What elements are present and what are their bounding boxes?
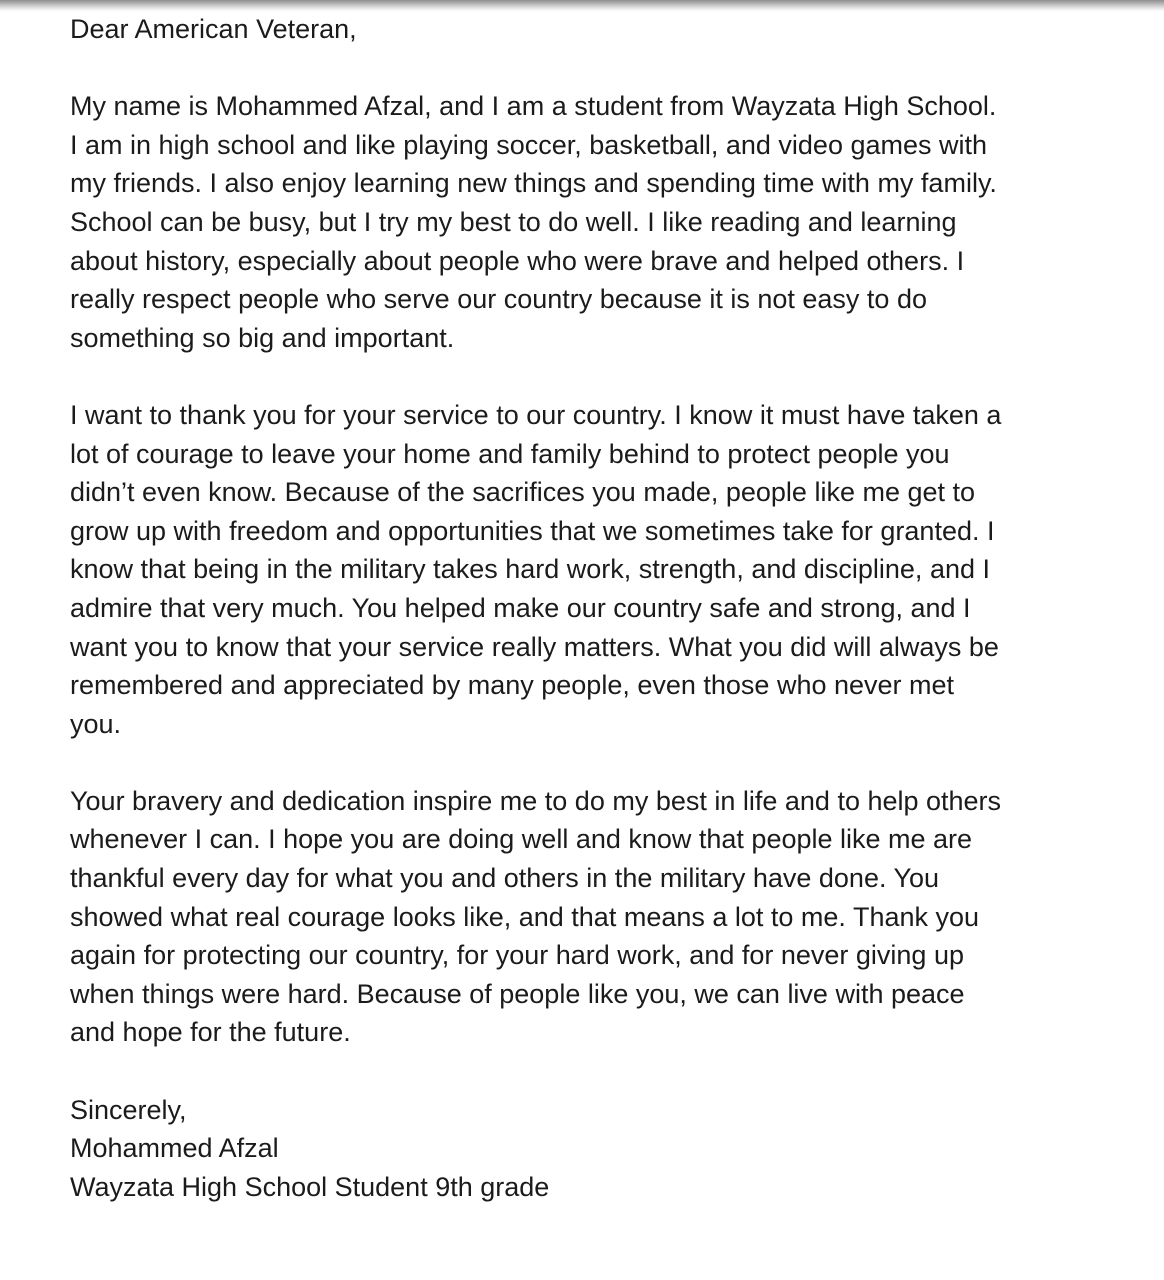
paragraph-line: and hope for the future. <box>70 1017 351 1048</box>
paragraph-line: whenever I can. I hope you are doing well and know that people like me are <box>70 824 973 855</box>
paragraph-line: didn’t even know. Because of the sacrifices you made, people like me get to <box>70 477 976 508</box>
closing-line: Sincerely, <box>70 1094 187 1125</box>
paragraph-line: School can be busy, but I try my best to do well. I like reading and learning <box>70 206 957 237</box>
paragraph-thanks <box>70 396 1098 743</box>
paragraph-line: know that being in the military takes hard work, strength, and discipline, and I <box>70 554 990 585</box>
paragraph-line: showed what real courage looks like, and that means a lot to me. Thank you <box>70 901 980 932</box>
paragraph-intro <box>70 87 1098 357</box>
paragraph-line: grow up with freedom and opportunities that we sometimes take for granted. I <box>70 515 995 546</box>
paragraph-line: admire that very much. You helped make our country safe and strong, and I <box>70 592 971 623</box>
salutation-line: Dear American Veteran, <box>70 14 357 44</box>
paragraph-line: when things were hard. Because of people like you, we can live with peace <box>70 978 965 1009</box>
paragraph-line: again for protecting our country, for your hard work, and for never giving up <box>70 940 964 971</box>
paragraph-line: about history, especially about people who were brave and helped others. I <box>70 245 965 276</box>
paragraph-line: Your bravery and dedication inspire me to do my best in life and to help others <box>70 785 1002 816</box>
paragraph-line: I am in high school and like playing soccer, basketball, and video games with <box>70 129 988 160</box>
paragraph-line: want you to know that your service really matters. What you did will always be <box>70 631 999 662</box>
signature-name: Mohammed Afzal <box>70 1133 279 1164</box>
signature-block <box>70 1091 1098 1207</box>
paragraph-line: something so big and important. <box>70 322 455 353</box>
paragraph-line: remembered and appreciated by many people, even those who never met <box>70 670 955 701</box>
paragraph-line: really respect people who serve our country because it is not easy to do <box>70 284 927 315</box>
paragraph-line: you. <box>70 708 122 739</box>
paragraph-line: thankful every day for what you and others in the military have done. You <box>70 863 940 894</box>
paragraph-line: my friends. I also enjoy learning new things and spending time with my family. <box>70 168 997 199</box>
signature-title: Wayzata High School Student 9th grade <box>70 1171 550 1202</box>
paragraph-line: I want to thank you for your service to our country. I know it must have taken a <box>70 399 1002 430</box>
paragraph-inspiration <box>70 782 1098 1052</box>
paragraph-line: lot of courage to leave your home and family behind to protect people you <box>70 438 950 469</box>
salutation <box>70 10 1098 49</box>
paragraph-line: My name is Mohammed Afzal, and I am a student from Wayzata High School. <box>70 91 997 122</box>
